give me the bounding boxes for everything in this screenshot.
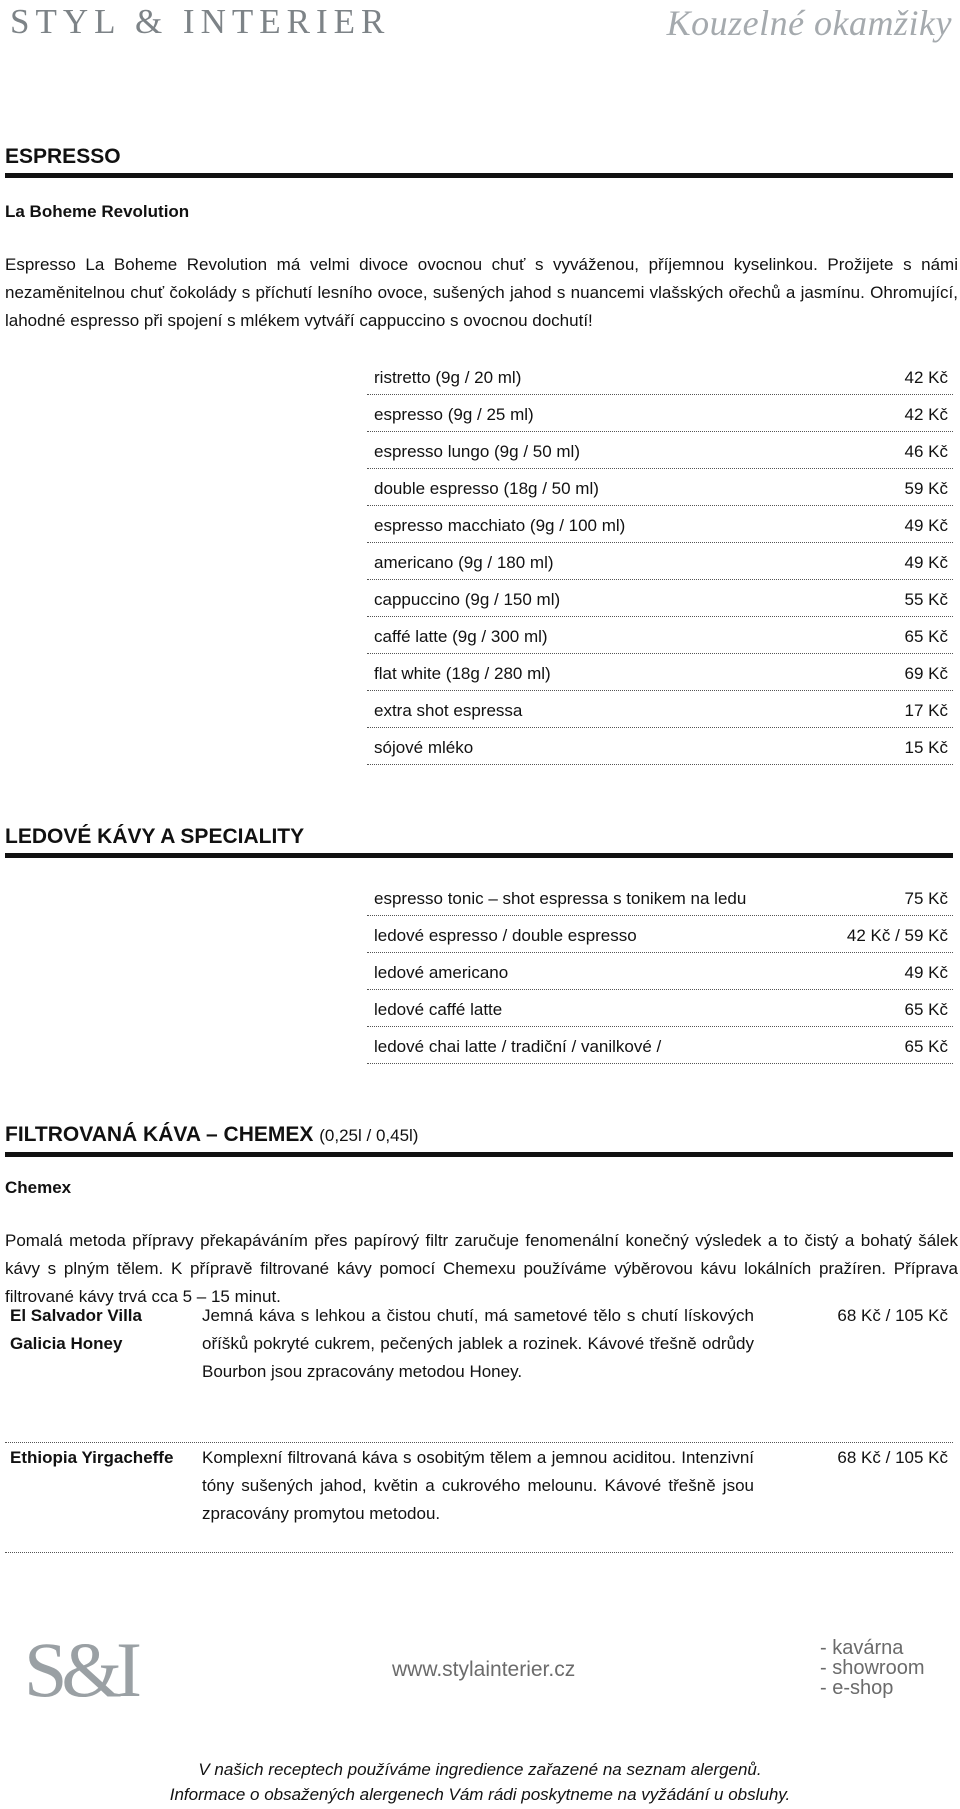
price-row (367, 1027, 953, 1064)
espresso-section-header (5, 143, 953, 178)
row-divider (5, 1442, 953, 1443)
item-price: 49 Kč (904, 963, 948, 982)
price-row (367, 617, 953, 654)
item-price: 42 Kč (904, 405, 948, 424)
item-name: espresso (9g / 25 ml) (374, 405, 534, 424)
chemex-description: Pomalá metoda přípravy překapáváním přes papírový filtr zaručuje fenomenální konečný výsledek a to čistý a bohatý šálek kávy s plným tělem. K přípravě filtrované kávy pomocí Chemexu používáme výběrovou kávu lokálních pražíren. Příprava filtrované kávy trvá cca 5 – 15 minut. (5, 1231, 958, 1306)
allergen-note-line1: V našich receptech používáme ingredience zařazené na seznam alergenů. (198, 1760, 762, 1779)
section-title-espresso: ESPRESSO (5, 143, 953, 178)
item-name: flat white (18g / 280 ml) (374, 664, 551, 683)
section-title-filter (5, 1121, 953, 1157)
coffee-price: 68 Kč / 105 Kč (837, 1448, 948, 1467)
item-name: espresso macchiato (9g / 100 ml) (374, 516, 626, 535)
coffee-description: Jemná káva s lehkou a čistou chutí, má sametové tělo s chutí lískových oříšků pokryté cukrem, pečených jablek a rozinek. Kávové třešně odrůdy Bourbon jsou zpracovány metodou Honey. (202, 1306, 754, 1381)
si-logo: S&I (24, 1626, 137, 1713)
item-name: double espresso (18g / 50 ml) (374, 479, 599, 498)
item-name: espresso lungo (9g / 50 ml) (374, 442, 580, 461)
price-row (367, 469, 953, 506)
table-bottom-divider (5, 1552, 953, 1553)
price-row (367, 506, 953, 543)
footer-links (820, 1638, 924, 1698)
iced-section-header (5, 823, 953, 858)
price-row (367, 580, 953, 617)
item-price: 42 Kč / 59 Kč (846, 926, 948, 945)
filter-heading-note: (0,25l / 0,45l) (319, 1126, 419, 1145)
chemex-subheading: Chemex (5, 1178, 72, 1197)
item-price: 46 Kč (904, 442, 948, 461)
filter-heading-text: FILTROVANÁ KÁVA – CHEMEX (5, 1123, 314, 1146)
iced-price-list (367, 879, 953, 1064)
coffee-name: Ethiopia Yirgacheffe (10, 1448, 174, 1467)
item-name: ledové caffé latte (374, 1000, 503, 1019)
coffee-name: El Salvador Villa Galicia Honey (10, 1306, 142, 1353)
price-row (367, 879, 953, 916)
price-row (367, 691, 953, 728)
item-name: ristretto (9g / 20 ml) (374, 368, 522, 387)
item-price: 42 Kč (904, 368, 948, 387)
item-name: americano (9g / 180 ml) (374, 553, 554, 572)
item-price: 49 Kč (904, 553, 948, 572)
section-title-iced: LEDOVÉ KÁVY A SPECIALITY (5, 823, 953, 858)
website-link[interactable]: www.stylainterier.cz (392, 1658, 576, 1681)
item-name: sójové mléko (374, 738, 474, 757)
item-name: espresso tonic – shot espressa s tonikem na ledu (374, 889, 747, 908)
espresso-subheading: La Boheme Revolution (5, 202, 190, 221)
item-name: caffé latte (9g / 300 ml) (374, 627, 548, 646)
item-price: 49 Kč (904, 516, 948, 535)
footer-link-eshop[interactable]: - e-shop (820, 1677, 894, 1699)
item-price: 69 Kč (904, 664, 948, 683)
item-name: ledové americano (374, 963, 509, 982)
price-row (367, 358, 953, 395)
item-price: 65 Kč (904, 1000, 948, 1019)
price-row (367, 728, 953, 765)
price-row (367, 432, 953, 469)
coffee-price: 68 Kč / 105 Kč (837, 1306, 948, 1325)
footer-link-showroom[interactable]: - showroom (820, 1657, 925, 1679)
coffee-description: Komplexní filtrovaná káva s osobitým tělem a jemnou aciditou. Intenzivní tóny sušených jahod, květin a cukrového melounu. Kávové třešně jsou zpracovány promytou metodou. (202, 1448, 754, 1523)
filter-section-header (5, 1121, 953, 1157)
brand-logo-text: STYL & INTERIER (10, 2, 391, 41)
item-name: cappuccino (9g / 150 ml) (374, 590, 561, 609)
price-row (367, 916, 953, 953)
item-name: ledové chai latte / tradiční / vanilkové / (374, 1037, 662, 1056)
item-price: 55 Kč (904, 590, 948, 609)
footer-link-kavarna[interactable]: - kavárna (820, 1637, 904, 1659)
price-row (367, 395, 953, 432)
price-row (367, 990, 953, 1027)
espresso-description: Espresso La Boheme Revolution má velmi divoce ovocnou chuť s vyváženou, příjemnou kyselinkou. Prožijete s námi nezaměnitelnou chuť čokolády s příchutí lesního ovoce, sušených jahod s nuancemi vlašských ořechů a jasmínu. Ohromující, lahodné espresso při spojení s mlékem vytváří cappuccino s ovocnou dochutí! (5, 255, 958, 330)
allergen-note-line2: Informace o obsažených alergenech Vám rádi poskytneme na vyžádání u obsluhy. (169, 1785, 791, 1804)
brand-tagline: Kouzelné okamžiky (666, 3, 952, 43)
item-price: 65 Kč (904, 1037, 948, 1056)
price-row (367, 654, 953, 691)
item-price: 75 Kč (904, 889, 948, 908)
price-row (367, 953, 953, 990)
price-row (367, 543, 953, 580)
item-name: ledové espresso / double espresso (374, 926, 637, 945)
item-price: 59 Kč (904, 479, 948, 498)
espresso-price-list (367, 358, 953, 765)
item-price: 65 Kč (904, 627, 948, 646)
item-price: 17 Kč (904, 701, 948, 720)
item-price: 15 Kč (904, 738, 948, 757)
item-name: extra shot espressa (374, 701, 523, 720)
